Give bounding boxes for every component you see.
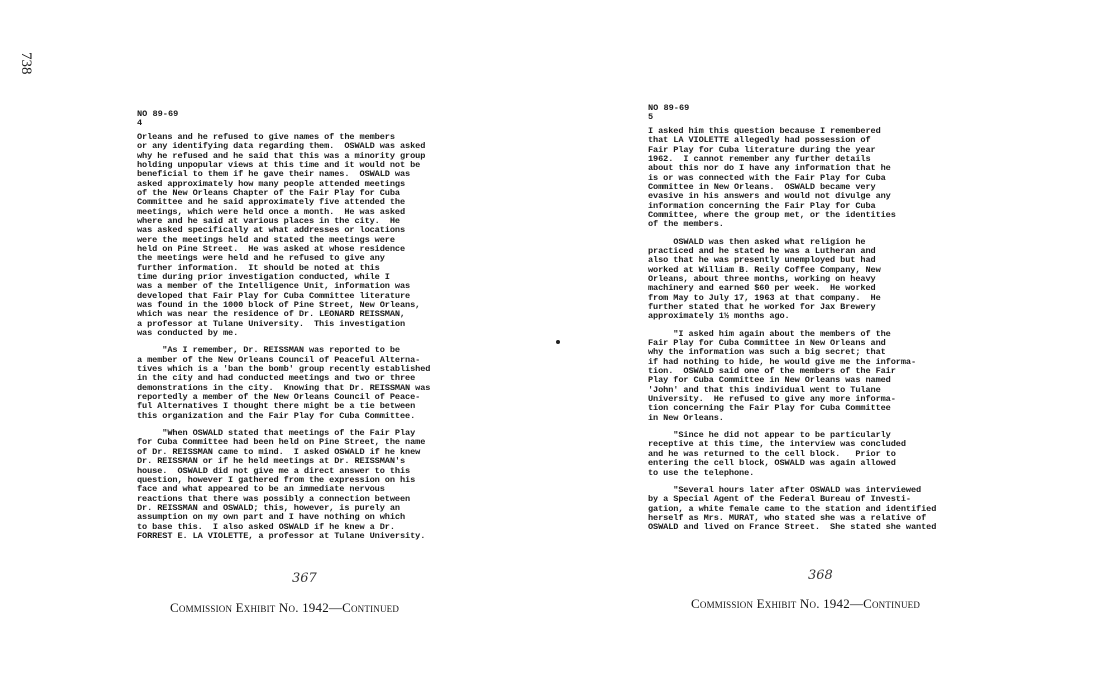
handwritten-page-number: 367 — [292, 571, 317, 586]
stray-mark — [556, 340, 560, 344]
paragraph: Orleans and he refused to give names of the members or any identifying data regarding them. OSWALD was asked why he refused and he said that this was a minority group holding unpopular views at this time and it would not be beneficial to them if he gave their names. OSWALD was asked approximately how many people attended meetings of the New Orleans Chapter of the Fair Play for Cuba Committee and he said approximately five attended the meetings, which were held once a month. He was asked where and he said at various places in the city. He was asked specifically at what addresses or locations were the meetings held and stated the meetings were held on Pine Street. He was asked at whose residence the meetings were held and he refused to give any further information. It should be noted at this time during prior investigation conducted, while I was a member of the Intelligence Unit, information was developed that Fair Play for Cuba Committee literature was found in the 1000 block of Pine Street, New Orleans, which was near the residence of Dr. LEONARD REISSMAN, a professor at Tulane University. This investigation was conducted by me. — [137, 131, 426, 339]
file-number: NO 89-69 — [137, 109, 179, 119]
paragraph: OSWALD was then asked what religion he practiced and he stated he was a Lutheran and also that he was presently unemployed but had worked at William B. Reily Coffee Company, New Orleans, about three months, working on heavy machinery and earned $60 per week. He worked from May to July 17, 1963 at that company. He further stated that he worked for Jax Brewery approximately 1½ months ago. — [648, 236, 881, 322]
sheet-number: 4 — [137, 118, 143, 129]
right-document-page — [648, 104, 993, 541]
handwritten-page-number: 368 — [808, 568, 833, 583]
paragraph: "As I remember, Dr. REISSMAN was reported to be a member of the New Orleans Council of Peaceful Alterna- tives which is a 'ban the bomb' group recently established in the city and had conducted meetings and two or three demonstrations in the city. Knowing that Dr. REISSMAN was reportedly a member of the New Orleans Council of Peace- ful Alternatives I thought there might be a tie between this organization and the Fair Play for Cuba Committee. — [137, 345, 431, 421]
left-document-page — [137, 110, 482, 549]
file-number: NO 89-69 — [648, 103, 690, 113]
exhibit-caption: Commission Exhibit No. 1942—Continued — [170, 600, 400, 615]
sheet-number: 5 — [648, 112, 654, 123]
paragraph: I asked him this question because I remembered that LA VIOLETTE allegedly had possession of Fair Play for Cuba literature during the year 1962. I cannot remember any further details about this nor do I have any information that he is or was connected with the Fair Play for Cuba Committee in New Orleans. OSWALD became very evasive in his answers and would not divulge any information concerning the Fair Play for Cuba Committee, where the group met, or the identities of the members. — [648, 125, 896, 230]
exhibit-caption: Commission Exhibit No. 1942—Continued — [691, 596, 921, 611]
paragraph: "Since he did not appear to be particularly receptive at this time, the interview was concluded and he was returned to the cell block. Prior to entering the cell block, OSWALD was again allowed to use the telephone. — [648, 430, 906, 478]
paragraph: "I asked him again about the members of the Fair Play for Cuba Committee in New Orleans and why the information was such a big secret; that if had nothing to hide, he would give me the informa- tion. OSWALD said one of the members of the Fair Play for Cuba Committee in New Orleans was named 'John' and that this individual went to Tulane University. He refused to give any more informa- tion concerning the Fair Play for Cuba Committee in New Orleans. — [648, 328, 917, 423]
page-number: 738 — [18, 52, 34, 75]
paragraph: "When OSWALD stated that meetings of the Fair Play for Cuba Committee had been held on Pine Street, the name of Dr. REISSMAN came to mind. I asked OSWALD if he knew Dr. REISSMAN or if he held meetings at Dr. REISSMAN's house. OSWALD did not give me a direct answer to this question, however I gathered from the expression on his face and what appeared to be an immediate nervous reactions that there was possibly a connection between Dr. REISSMAN and OSWALD; this, however, is purely an assumption on my own part and I have nothing on which to base this. I also asked OSWALD if he knew a Dr. FORREST E. LA VIOLETTE, a professor at Tulane University. — [137, 428, 426, 541]
paragraph: "Several hours later after OSWALD was interviewed by a Special Agent of the Federal Bureau of Investi- gation, a white female came to the station and identified herself as Mrs. MURAT, who stated she was a relative of OSWALD and lived on France Street. She stated she wanted — [648, 484, 937, 533]
